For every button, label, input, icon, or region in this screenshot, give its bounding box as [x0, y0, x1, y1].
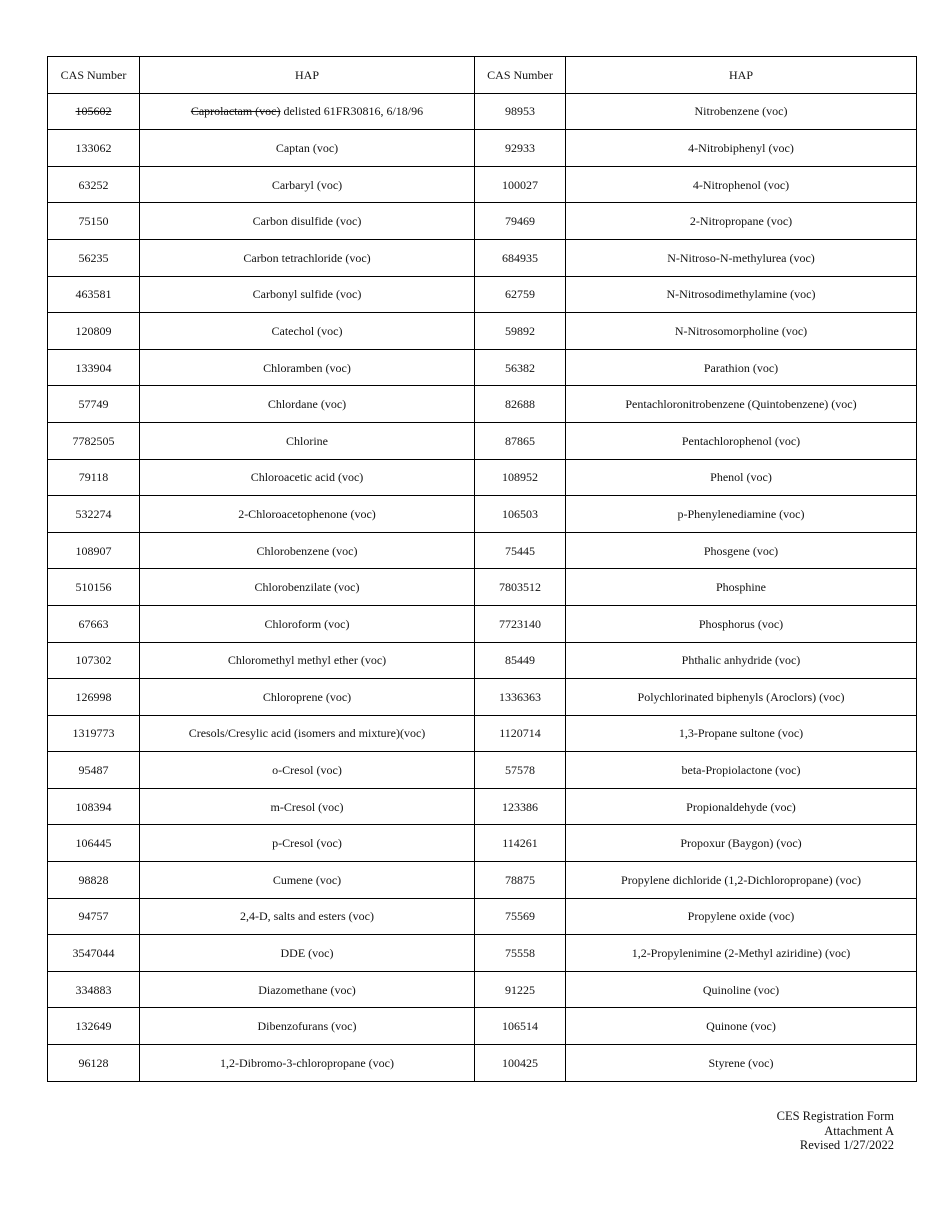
table-row — [48, 935, 917, 972]
hap-cell-right: p-Phenylenediamine (voc) — [566, 496, 917, 533]
hap-cell-left: m-Cresol (voc) — [140, 788, 475, 825]
header-row — [48, 57, 917, 94]
cas-cell-left: 3547044 — [48, 935, 140, 972]
hap-cell-left: Carbon tetrachloride (voc) — [140, 239, 475, 276]
hap-cell-left: 1,2-Dibromo-3-chloropropane (voc) — [140, 1045, 475, 1082]
hap-cell-left: Chlordane (voc) — [140, 386, 475, 423]
cas-cell-left: 133062 — [48, 130, 140, 167]
hap-cell-right: Pentachloronitrobenzene (Quintobenzene) (voc) — [566, 386, 917, 423]
cas-cell-left: 1319773 — [48, 715, 140, 752]
hap-cell-left: Diazomethane (voc) — [140, 971, 475, 1008]
cas-cell-right: 100425 — [475, 1045, 566, 1082]
footer-attachment: Attachment A — [824, 1123, 894, 1138]
cas-cell-right: 85449 — [475, 642, 566, 679]
cas-cell-right: 106514 — [475, 1008, 566, 1045]
cas-cell-right: 75558 — [475, 935, 566, 972]
cas-cell-right: 1336363 — [475, 679, 566, 716]
hap-cell-left: Chloroform (voc) — [140, 605, 475, 642]
hap-cell-left: Captan (voc) — [140, 130, 475, 167]
cas-cell-left: 107302 — [48, 642, 140, 679]
hap-cell-left: Chlorobenzene (voc) — [140, 532, 475, 569]
table-row — [48, 1008, 917, 1045]
hap-cell-right: Pentachlorophenol (voc) — [566, 422, 917, 459]
cas-cell-left: 105602 — [48, 93, 140, 130]
hap-cell-right: Phthalic anhydride (voc) — [566, 642, 917, 679]
hap-cell-right: Quinoline (voc) — [566, 971, 917, 1008]
hap-cell-left: Chlorine — [140, 422, 475, 459]
hap-cell-right: 1,3-Propane sultone (voc) — [566, 715, 917, 752]
table-row — [48, 276, 917, 313]
hap-cell-right: Propionaldehyde (voc) — [566, 788, 917, 825]
hap-cell-left: Carbonyl sulfide (voc) — [140, 276, 475, 313]
table-row — [48, 422, 917, 459]
cas-cell-right: 106503 — [475, 496, 566, 533]
table-row — [48, 313, 917, 350]
cas-cell-right: 1120714 — [475, 715, 566, 752]
hap-cell-left — [140, 93, 475, 130]
hap-cell-right: N-Nitrosomorpholine (voc) — [566, 313, 917, 350]
table-row — [48, 569, 917, 606]
hap-cell-right: Styrene (voc) — [566, 1045, 917, 1082]
hap-cell-right: 4-Nitrobiphenyl (voc) — [566, 130, 917, 167]
hap-cell-right: Quinone (voc) — [566, 1008, 917, 1045]
cas-cell-right: 75445 — [475, 532, 566, 569]
cas-cell-right: 684935 — [475, 239, 566, 276]
cas-cell-right: 82688 — [475, 386, 566, 423]
table-row — [48, 898, 917, 935]
cas-cell-left: 132649 — [48, 1008, 140, 1045]
table-row — [48, 642, 917, 679]
hap-cell-right: N-Nitroso-N-methylurea (voc) — [566, 239, 917, 276]
hap-cell-left: Cresols/Cresylic acid (isomers and mixture)(voc) — [140, 715, 475, 752]
hap-cell-left: p-Cresol (voc) — [140, 825, 475, 862]
table-row — [48, 239, 917, 276]
cas-cell-left: 510156 — [48, 569, 140, 606]
hap-cell-right: Phenol (voc) — [566, 459, 917, 496]
hap-cell-left: DDE (voc) — [140, 935, 475, 972]
cas-cell-left: 108394 — [48, 788, 140, 825]
cas-cell-left: 57749 — [48, 386, 140, 423]
cas-cell-right: 57578 — [475, 752, 566, 789]
hap-cell-right: 2-Nitropropane (voc) — [566, 203, 917, 240]
table-header — [48, 57, 917, 94]
header-cas-number-left: CAS Number — [48, 57, 140, 94]
cas-cell-right: 100027 — [475, 166, 566, 203]
struck-hap-name: Caprolactam (voc) — [190, 104, 281, 119]
cas-cell-left: 75150 — [48, 203, 140, 240]
hap-cell-left: Carbaryl (voc) — [140, 166, 475, 203]
cas-cell-left: 98828 — [48, 862, 140, 899]
cas-cell-left: 63252 — [48, 166, 140, 203]
header-cas-number-right: CAS Number — [475, 57, 566, 94]
table-body — [48, 93, 917, 1081]
hap-cell-left: Chloramben (voc) — [140, 349, 475, 386]
cas-cell-left: 79118 — [48, 459, 140, 496]
cas-cell-right: 78875 — [475, 862, 566, 899]
hap-cell-left: 2,4-D, salts and esters (voc) — [140, 898, 475, 935]
hap-cell-right: beta-Propiolactone (voc) — [566, 752, 917, 789]
cas-cell-right: 123386 — [475, 788, 566, 825]
header-hap-left: HAP — [140, 57, 475, 94]
hap-table — [47, 56, 917, 1082]
hap-cell-left: Dibenzofurans (voc) — [140, 1008, 475, 1045]
hap-cell-left: o-Cresol (voc) — [140, 752, 475, 789]
table-row — [48, 532, 917, 569]
cas-cell-left: 532274 — [48, 496, 140, 533]
cas-cell-right: 7803512 — [475, 569, 566, 606]
table-row — [48, 349, 917, 386]
hap-cell-left: Carbon disulfide (voc) — [140, 203, 475, 240]
cas-cell-left: 126998 — [48, 679, 140, 716]
hap-cell-right: Phosphorus (voc) — [566, 605, 917, 642]
cas-cell-left: 94757 — [48, 898, 140, 935]
hap-cell-right: Phosgene (voc) — [566, 532, 917, 569]
header-hap-right: HAP — [566, 57, 917, 94]
cas-cell-right: 91225 — [475, 971, 566, 1008]
table-row — [48, 1045, 917, 1082]
cas-cell-right: 56382 — [475, 349, 566, 386]
cas-cell-right: 92933 — [475, 130, 566, 167]
hap-cell-right: Propylene dichloride (1,2-Dichloropropane) (voc) — [566, 862, 917, 899]
cas-cell-right: 79469 — [475, 203, 566, 240]
table-row — [48, 130, 917, 167]
cas-cell-left: 95487 — [48, 752, 140, 789]
hap-cell-right: 4-Nitrophenol (voc) — [566, 166, 917, 203]
table-row — [48, 203, 917, 240]
table-row — [48, 386, 917, 423]
table-row — [48, 715, 917, 752]
cas-cell-left: 463581 — [48, 276, 140, 313]
cas-cell-left: 334883 — [48, 971, 140, 1008]
cas-cell-left: 106445 — [48, 825, 140, 862]
footer-revision-date: Revised 1/27/2022 — [799, 1138, 894, 1152]
table-row — [48, 862, 917, 899]
cas-cell-right: 98953 — [475, 93, 566, 130]
hap-cell-left: 2-Chloroacetophenone (voc) — [140, 496, 475, 533]
cas-cell-left: 133904 — [48, 349, 140, 386]
hap-cell-left: Chloroprene (voc) — [140, 679, 475, 716]
hap-cell-right: Polychlorinated biphenyls (Aroclors) (voc) — [566, 679, 917, 716]
hap-cell-right: Propoxur (Baygon) (voc) — [566, 825, 917, 862]
table-row — [48, 459, 917, 496]
table-row — [48, 971, 917, 1008]
hap-cell-left: Chloromethyl methyl ether (voc) — [140, 642, 475, 679]
cas-cell-right: 62759 — [475, 276, 566, 313]
cas-cell-left: 108907 — [48, 532, 140, 569]
table-row — [48, 679, 917, 716]
table-row — [48, 788, 917, 825]
cas-cell-right: 87865 — [475, 422, 566, 459]
table-row — [48, 605, 917, 642]
table-row — [48, 166, 917, 203]
cas-cell-left: 56235 — [48, 239, 140, 276]
table-row — [48, 752, 917, 789]
cas-cell-right: 59892 — [475, 313, 566, 350]
cas-cell-right: 114261 — [475, 825, 566, 862]
hap-cell-left: Catechol (voc) — [140, 313, 475, 350]
footer-form-name: CES Registration Form — [776, 1109, 894, 1123]
delisted-note: delisted 61FR30816, 6/18/96 — [280, 104, 424, 119]
hap-cell-right: N-Nitrosodimethylamine (voc) — [566, 276, 917, 313]
cas-cell-left: 7782505 — [48, 422, 140, 459]
table-row — [48, 496, 917, 533]
hap-cell-left: Cumene (voc) — [140, 862, 475, 899]
cas-cell-left: 120809 — [48, 313, 140, 350]
hap-cell-left: Chlorobenzilate (voc) — [140, 569, 475, 606]
hap-cell-right: 1,2-Propylenimine (2-Methyl aziridine) (voc) — [566, 935, 917, 972]
cas-cell-left: 96128 — [48, 1045, 140, 1082]
cas-cell-right: 7723140 — [475, 605, 566, 642]
form-footer — [777, 1109, 894, 1153]
hap-cell-right: Propylene oxide (voc) — [566, 898, 917, 935]
hap-cell-right: Parathion (voc) — [566, 349, 917, 386]
table-row — [48, 825, 917, 862]
cas-cell-right: 75569 — [475, 898, 566, 935]
cas-cell-left: 67663 — [48, 605, 140, 642]
hap-cell-right: Nitrobenzene (voc) — [566, 93, 917, 130]
table-row — [48, 93, 917, 130]
hap-cell-left: Chloroacetic acid (voc) — [140, 459, 475, 496]
hap-cell-right: Phosphine — [566, 569, 917, 606]
cas-cell-right: 108952 — [475, 459, 566, 496]
